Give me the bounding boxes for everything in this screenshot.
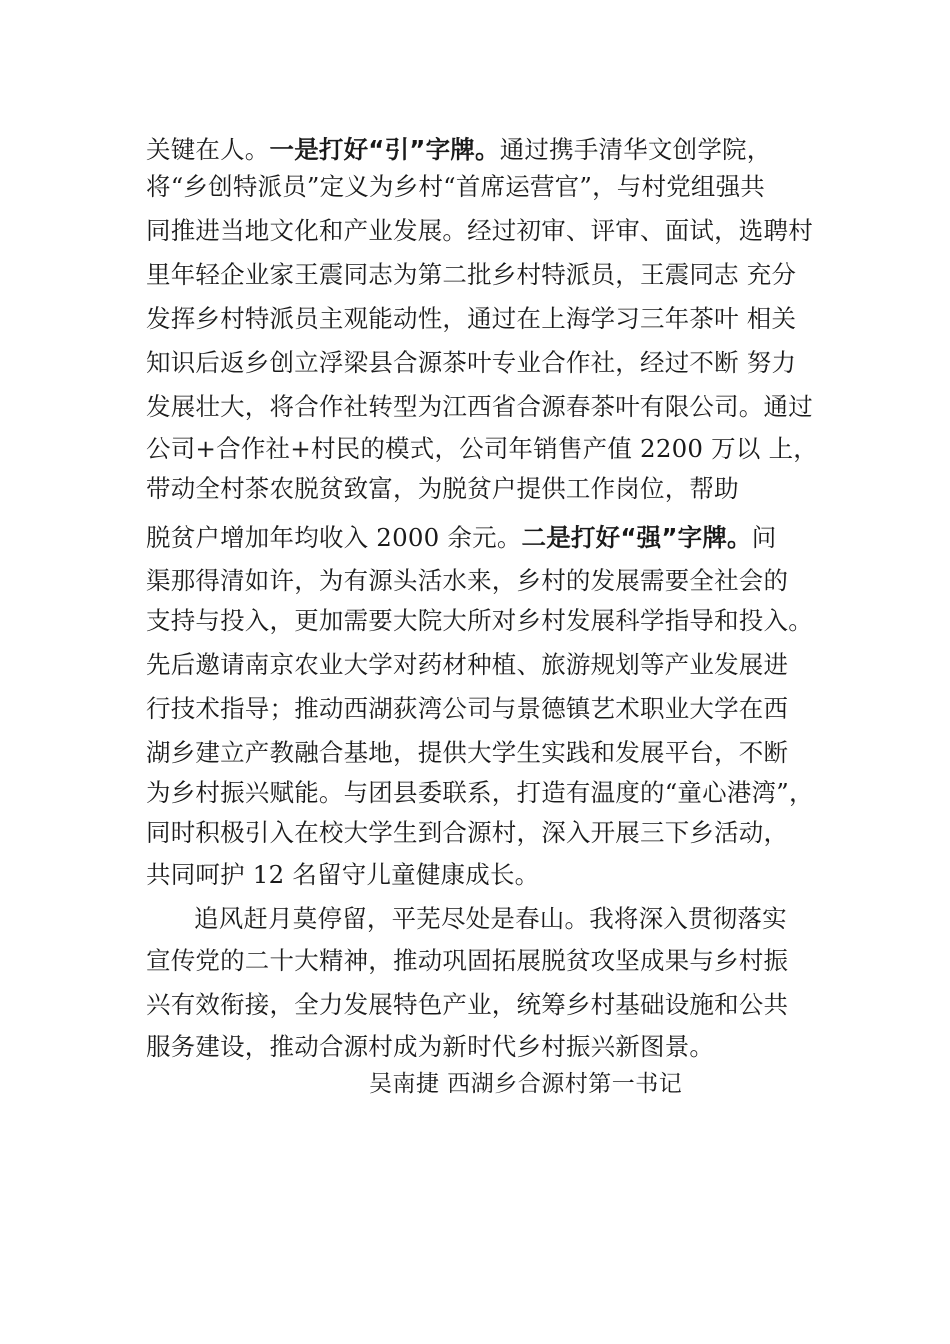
text-segment: 湖乡建立产教融合基地，提供大学生实践和发展平台，不断 [146, 738, 789, 767]
text-line [146, 778, 814, 808]
text-segment: 脱贫户增加年均收入 2000 余元。 [146, 523, 522, 552]
text-line [146, 566, 788, 596]
text-line [146, 946, 788, 976]
text-segment: 公司+合作社+村民的模式，公司年销售产值 2200 万以 上， [146, 434, 818, 463]
text-segment: 发展壮大，将合作社转型为江西省合源春茶叶有限公司。通过 [146, 392, 813, 421]
text-line [146, 694, 788, 724]
text-line [146, 260, 796, 290]
text-line [146, 172, 765, 202]
text-segment: 为乡村振兴赋能。与团县委联系，打造有温度的“童心港湾”， [146, 778, 814, 807]
text-segment: 先后邀请南京农业大学对药材种植、旅游规划等产业发展进 [146, 650, 789, 679]
text-segment: 兴有效衔接，全力发展特色产业，统筹乡村基础设施和公共 [146, 990, 789, 1019]
bold-heading: 一是打好“引”字牌。 [269, 135, 500, 164]
text-line [146, 392, 813, 422]
text-segment: 支持与投入，更加需要大院大所对乡村发展科学指导和投入。 [146, 606, 813, 635]
text-line [146, 818, 788, 848]
text-segment: 共同呵护 12 名留守儿童健康成长。 [146, 860, 540, 889]
text-line [194, 904, 787, 934]
text-line [146, 216, 813, 246]
text-segment: 将“乡创特派员”定义为乡村“首席运营官”，与村党组强共 [146, 172, 765, 201]
text-line [146, 304, 796, 334]
text-line [146, 474, 739, 504]
text-segment: 同时积极引入在校大学生到合源村，深入开展三下乡活动， [146, 818, 789, 847]
text-segment: 宣传党的二十大精神，推动巩固拓展脱贫攻坚成果与乡村振 [146, 946, 789, 975]
text-line [146, 990, 788, 1020]
text-segment: 知识后返乡创立浮梁县合源茶叶专业合作社，经过不断 努力 [146, 348, 797, 377]
text-line [146, 348, 796, 378]
text-segment: 行技术指导；推动西湖荻湾公司与景德镇艺术职业大学在西 [146, 694, 789, 723]
text-line [146, 434, 818, 464]
text-line [146, 523, 776, 553]
text-line [146, 738, 788, 768]
text-segment: 追风赶月莫停留，平芜尽处是春山。我将深入贯彻落实 [194, 904, 787, 933]
text-segment: 带动全村茶农脱贫致富，为脱贫户提供工作岗位，帮助 [146, 474, 739, 503]
text-segment: 同推进当地文化和产业发展。经过初审、评审、面试，选聘村 [146, 216, 813, 245]
text-line [146, 860, 539, 890]
signature: 吴南捷 西湖乡合源村第一书记 [369, 1071, 683, 1097]
text-segment: 通过携手清华文创学院， [499, 135, 772, 164]
text-segment: 里年轻企业家王震同志为第二批乡村特派员，王震同志 充分 [146, 260, 797, 289]
text-segment: 发挥乡村特派员主观能动性，通过在上海学习三年茶叶 相关 [146, 304, 797, 333]
text-segment: 问 [751, 523, 777, 552]
text-line [146, 1032, 714, 1062]
text-line [146, 135, 771, 165]
bold-heading: 二是打好“强”字牌。 [521, 523, 752, 552]
text-segment: 服务建设，推动合源村成为新时代乡村振兴新图景。 [146, 1032, 715, 1061]
text-segment: 关键在人。 [146, 135, 270, 164]
text-segment: 渠那得清如许，为有源头活水来，乡村的发展需要全社会的 [146, 566, 789, 595]
text-line [146, 650, 788, 680]
text-line [146, 606, 813, 636]
